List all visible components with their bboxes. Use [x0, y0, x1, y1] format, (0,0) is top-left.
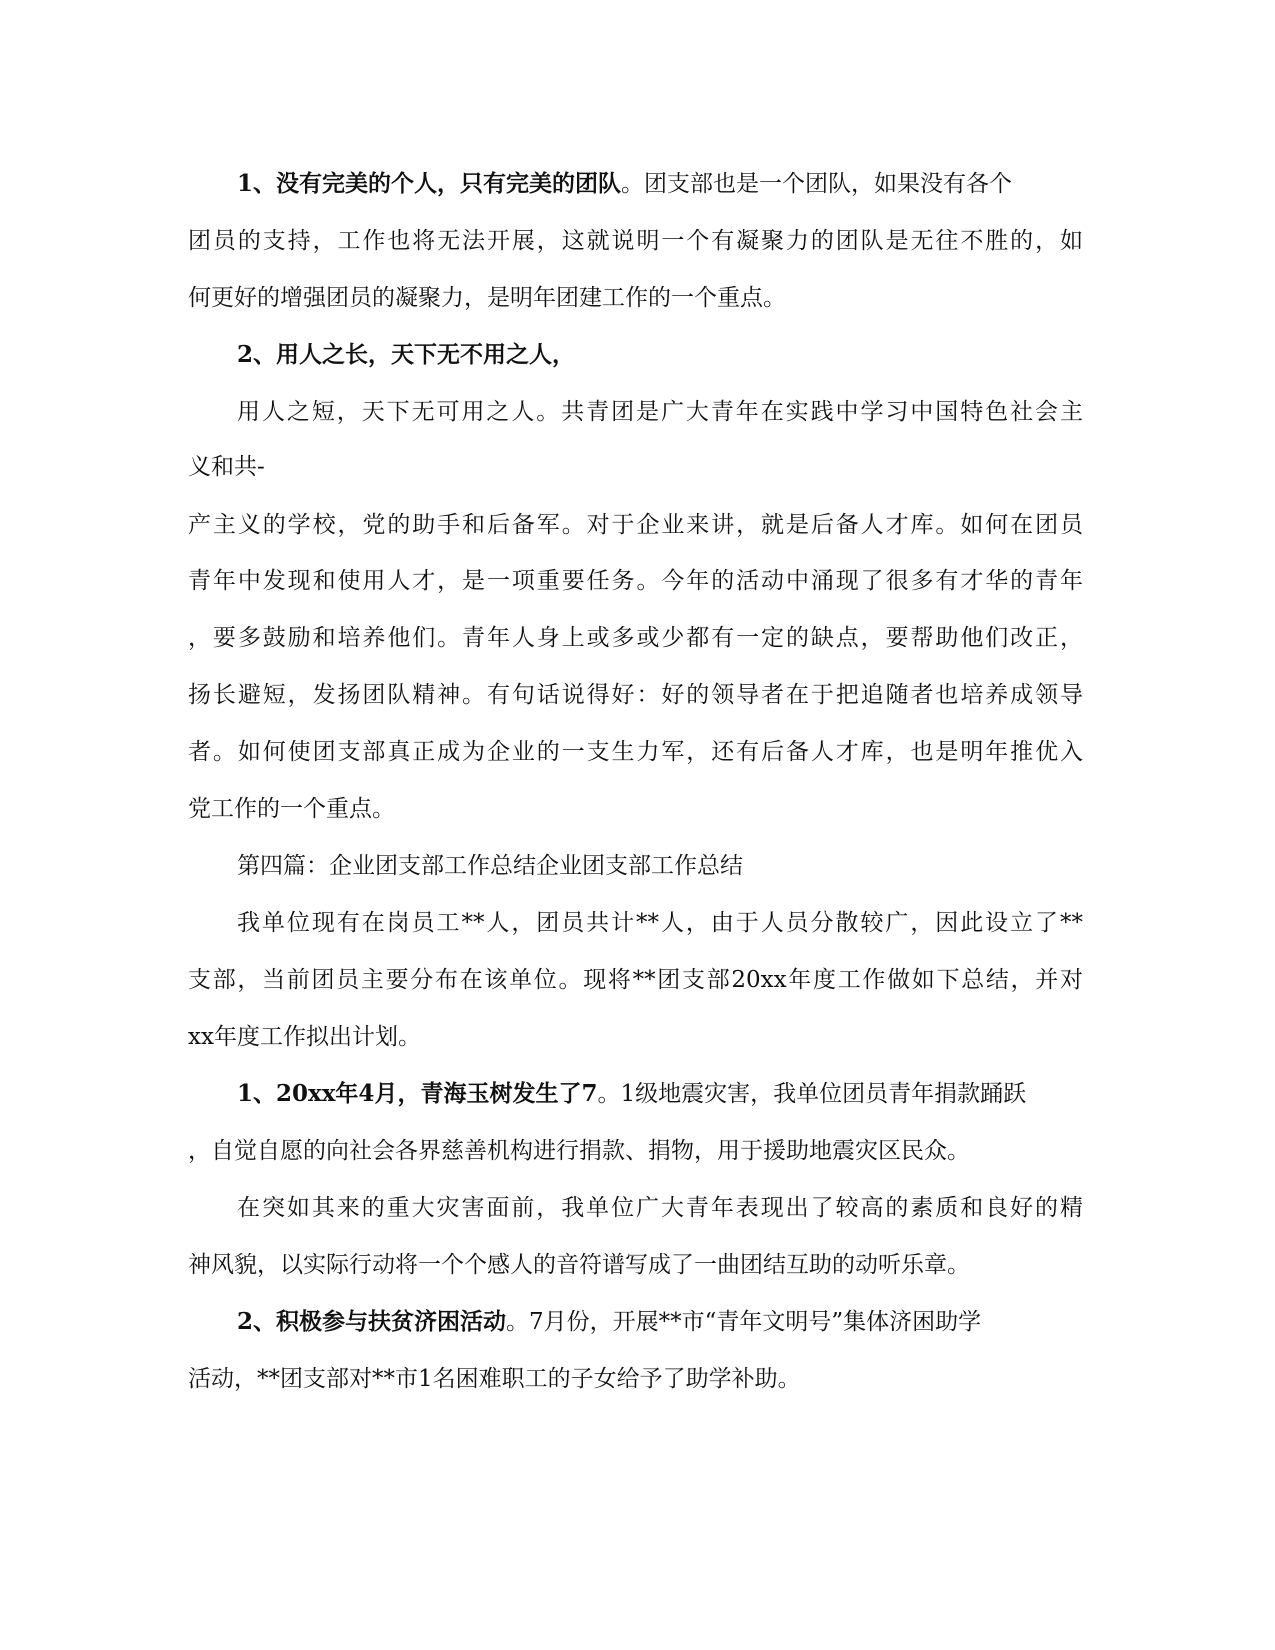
- paragraph-line: [188, 679, 1083, 711]
- paragraph-line: [237, 1192, 1083, 1224]
- paragraph-text: xx年度工作拟出计划。: [188, 1024, 421, 1050]
- paragraph-line: [188, 1363, 801, 1395]
- paragraph-text: 。1级地震灾害，我单位团员青年捐款踊跃: [597, 1081, 1027, 1107]
- paragraph-line: [188, 964, 1083, 996]
- paragraph-text: 扬长避短，发扬团队精神。有句话说得好：好的领导者在于把追随者也培养成领导: [188, 682, 1083, 708]
- paragraph-text: 神风貌，以实际行动将一个个感人的音符谱写成了一曲团结互助的动听乐章。: [188, 1252, 970, 1278]
- paragraph-text: 义和共-: [188, 454, 265, 480]
- paragraph-text: 。7月份，开展**市“青年文明号”集体济困助学: [506, 1309, 982, 1335]
- paragraph-line: [237, 907, 1083, 939]
- paragraph-line: [188, 622, 1083, 654]
- paragraph-text: 。团支部也是一个团队，如果没有各个: [621, 171, 1013, 197]
- paragraph-line: [188, 451, 265, 483]
- paragraph-line: [237, 396, 1083, 428]
- paragraph-text: 产主义的学校，党的助手和后备军。对于企业来讲，就是后备人才库。如何在团员: [188, 512, 1083, 538]
- bold-heading: 2、积极参与扶贫济困活动: [237, 1308, 507, 1335]
- paragraph-text: 支部，当前团员主要分布在该单位。现将**团支部20xx年度工作做如下总结，并对: [188, 967, 1083, 993]
- paragraph-line: [188, 1021, 421, 1053]
- paragraph-line: [188, 565, 1083, 597]
- paragraph-text: 在突如其来的重大灾害面前，我单位广大青年表现出了较高的素质和良好的精: [237, 1195, 1083, 1221]
- paragraph-line: [237, 1078, 1026, 1110]
- paragraph-line: [188, 225, 1083, 257]
- paragraph-line: [237, 339, 575, 371]
- paragraph-text: 活动，**团支部对**市1名困难职工的子女给予了助学补助。: [188, 1366, 801, 1392]
- paragraph-text: 我单位现有在岗员工**人，团员共计**人，由于人员分散较广，因此设立了**: [237, 910, 1083, 936]
- paragraph-line: [188, 509, 1083, 541]
- paragraph-line: [188, 793, 395, 825]
- paragraph-text: 团员的支持，工作也将无法开展，这就说明一个有凝聚力的团队是无往不胜的，如: [188, 228, 1083, 254]
- paragraph-line: [188, 1249, 970, 1281]
- bold-heading: 1、没有完美的个人，只有完美的团队: [237, 170, 622, 197]
- paragraph-text: 用人之短，天下无可用之人。共青团是广大青年在实践中学习中国特色社会主: [237, 399, 1083, 425]
- bold-heading: 2、用人之长，天下无不用之人，: [237, 341, 576, 368]
- paragraph-line: [188, 282, 786, 314]
- paragraph-text: 何更好的增强团员的凝聚力，是明年团建工作的一个重点。: [188, 285, 786, 311]
- section-title: [237, 850, 743, 882]
- paragraph-line: [237, 1306, 981, 1338]
- bold-heading: 1、20xx年4月，青海玉树发生了7: [237, 1080, 598, 1107]
- paragraph-line: [188, 736, 1083, 768]
- paragraph-text: ，要多鼓励和培养他们。青年人身上或多或少都有一定的缺点，要帮助他们改正，: [188, 625, 1083, 651]
- paragraph-text: ，自觉自愿的向社会各界慈善机构进行捐款、捐物，用于援助地震灾区民众。: [188, 1138, 970, 1164]
- paragraph-line: [237, 168, 1012, 200]
- paragraph-text: 者。如何使团支部真正成为企业的一支生力军，还有后备人才库，也是明年推优入: [188, 739, 1083, 765]
- paragraph-text: 第四篇：企业团支部工作总结企业团支部工作总结: [237, 853, 743, 879]
- paragraph-text: 党工作的一个重点。: [188, 796, 395, 822]
- paragraph-line: [188, 1135, 970, 1167]
- paragraph-text: 青年中发现和使用人才，是一项重要任务。今年的活动中涌现了很多有才华的青年: [188, 568, 1083, 594]
